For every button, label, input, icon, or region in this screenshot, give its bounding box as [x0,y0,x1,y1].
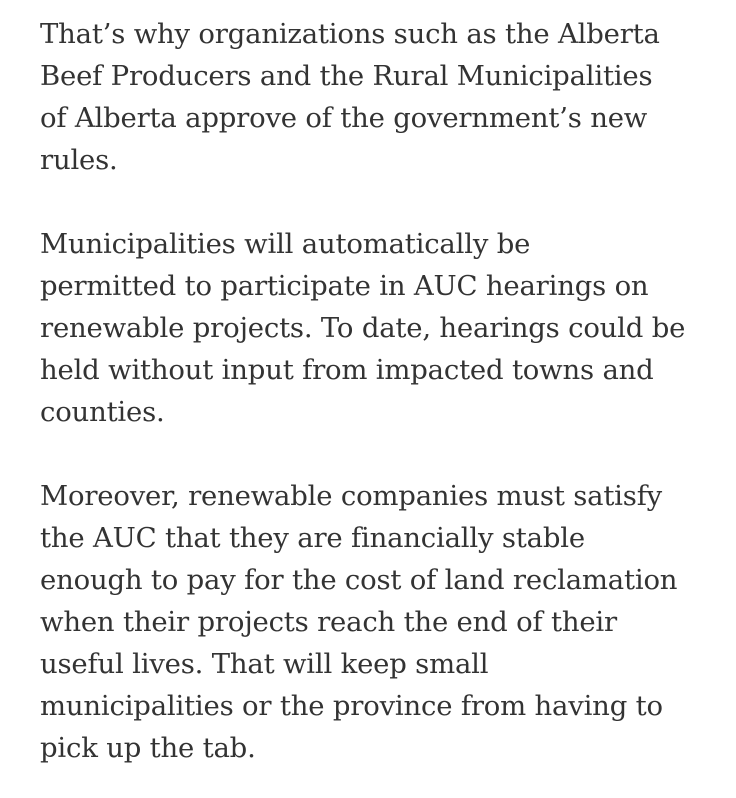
text-line: the AUC that they are financially stable [40,522,585,554]
text-line: held without input from impacted towns and [40,354,654,386]
text-line: counties. [40,396,165,428]
text-line: useful lives. That will keep small [40,648,489,680]
text-line: permitted to participate in AUC hearings on [40,270,649,302]
text-line: Beef Producers and the Rural Municipalities [40,60,653,92]
text-line: Moreover, renewable companies must satisfy [40,480,663,512]
text-line: pick up the tab. [40,732,256,764]
text-line: when their projects reach the end of their [40,606,617,638]
text-line: municipalities or the province from having to [40,690,663,722]
paragraph [40,13,698,181]
text-line: That’s why organizations such as the Alberta [40,18,660,50]
text-line: Municipalities will automatically be [40,228,531,260]
text-line: rules. [40,144,118,176]
text-line: enough to pay for the cost of land reclamation [40,564,678,596]
text-line: of Alberta approve of the government’s new [40,102,648,134]
paragraph [40,475,698,769]
paragraph [40,223,698,433]
text-line: renewable projects. To date, hearings could be [40,312,686,344]
